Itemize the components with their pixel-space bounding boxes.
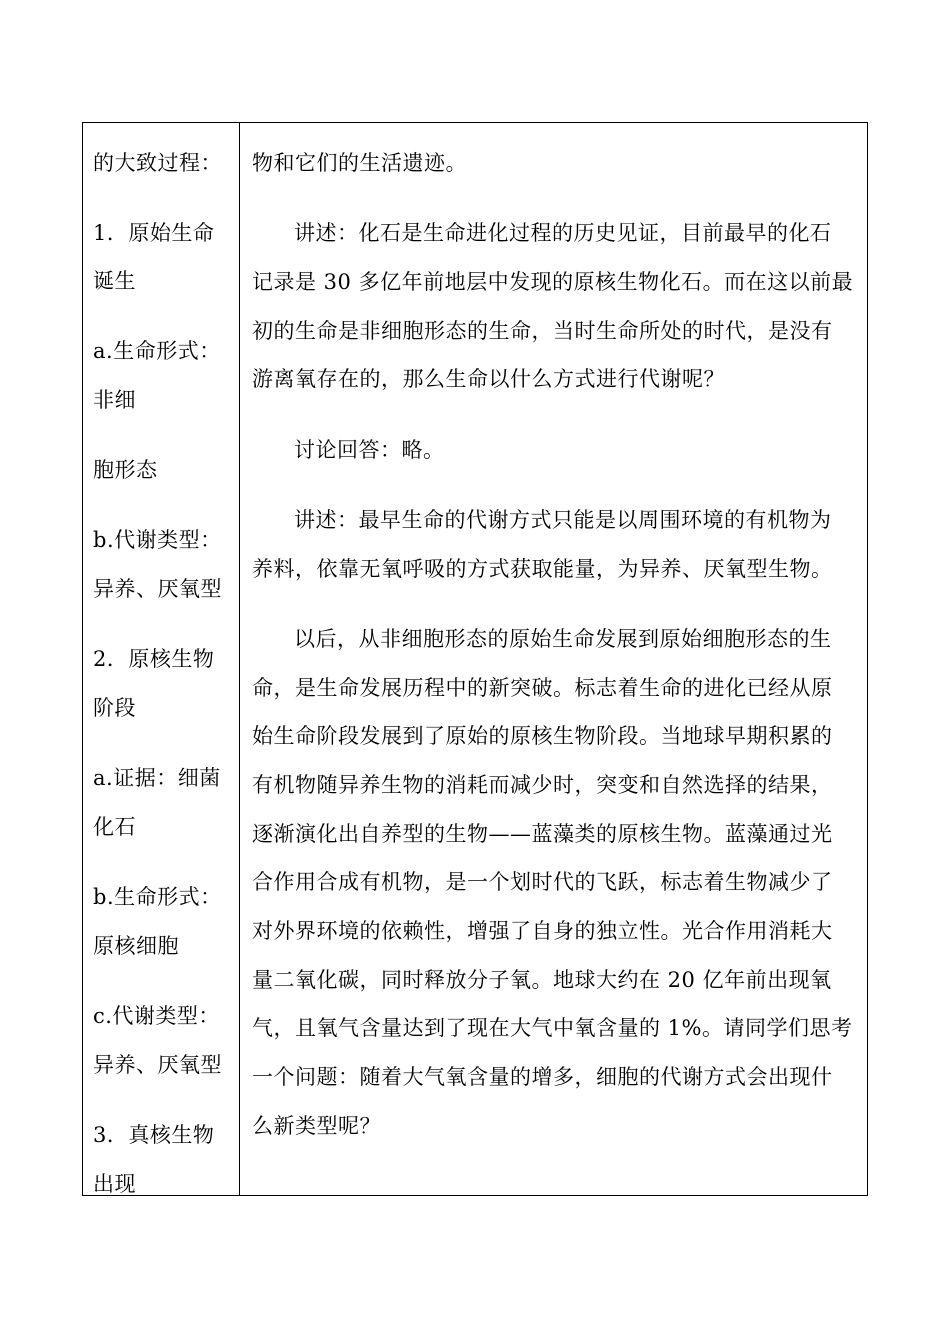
content-line: 游离氧存在的，那么生命以什么方式进行代谢呢？ — [252, 367, 725, 391]
content-line: 讲述：最早生命的代谢方式只能是以周围环境的有机物为 — [294, 508, 832, 532]
outline-line: 异养、厌氧型 — [93, 1053, 222, 1077]
content-line: 量二氧化碳，同时释放分子氧。地球大约在 20 亿年前出现氧 — [252, 968, 832, 992]
outline-line: a.生命形式： — [93, 339, 221, 363]
outline-column — [83, 123, 240, 1195]
outline-line: 胞形态 — [93, 458, 158, 482]
content-line: 记录是 30 多亿年前地层中发现的原核生物化石。而在这以前最 — [252, 270, 854, 294]
outline-line: 原核细胞 — [93, 934, 179, 958]
content-line: 物和它们的生活遗迹。 — [252, 151, 467, 175]
content-line: 讨论回答：略。 — [294, 438, 445, 462]
content-line: 么新类型呢？ — [252, 1114, 381, 1138]
lesson-table — [82, 122, 868, 1196]
content-line: 有机物随异养生物的消耗而减少时，突变和自然选择的结果， — [252, 773, 833, 797]
outline-line: 2．原核生物 — [93, 647, 215, 671]
outline-line: 阶段 — [93, 696, 136, 720]
content-line: 对外界环境的依赖性，增强了自身的独立性。光合作用消耗大 — [252, 919, 833, 943]
outline-line: c.代谢类型： — [93, 1004, 220, 1028]
content-line: 气，且氧气含量达到了现在大气中氧含量的 1%。请同学们思考 — [252, 1016, 853, 1040]
outline-line: 化石 — [93, 815, 136, 839]
teaching-content-column — [240, 123, 867, 1195]
outline-line: 非细 — [93, 388, 136, 412]
outline-line: 1．原始生命 — [93, 221, 215, 245]
content-line: 逐渐演化出自养型的生物——蓝藻类的原核生物。蓝藻通过光 — [252, 822, 833, 846]
outline-line: 3．真核生物 — [93, 1123, 215, 1147]
outline-line: 异养、厌氧型 — [93, 577, 222, 601]
content-line: 合作用合成有机物，是一个划时代的飞跃，标志着生物减少了 — [252, 870, 833, 894]
outline-line: 的大致过程： — [93, 151, 222, 175]
outline-line: b.生命形式： — [93, 885, 222, 909]
content-line: 以后，从非细胞形态的原始生命发展到原始细胞形态的生 — [294, 627, 832, 651]
content-line: 一个问题：随着大气氧含量的增多，细胞的代谢方式会出现什 — [252, 1065, 833, 1089]
content-line: 命，是生命发展历程中的新突破。标志着生命的进化已经从原 — [252, 676, 833, 700]
content-line: 初的生命是非细胞形态的生命，当时生命所处的时代，是没有 — [252, 319, 833, 343]
outline-line: a.证据：细菌 — [93, 766, 221, 790]
outline-line: b.代谢类型： — [93, 528, 222, 552]
content-line: 讲述：化石是生命进化过程的历史见证，目前最早的化石 — [294, 221, 832, 245]
content-line: 养料，依靠无氧呼吸的方式获取能量，为异养、厌氧型生物。 — [252, 557, 833, 581]
outline-line: 诞生 — [93, 269, 136, 293]
content-line: 始生命阶段发展到了原始的原核生物阶段。当地球早期积累的 — [252, 724, 833, 748]
outline-line: 出现 — [93, 1172, 136, 1196]
